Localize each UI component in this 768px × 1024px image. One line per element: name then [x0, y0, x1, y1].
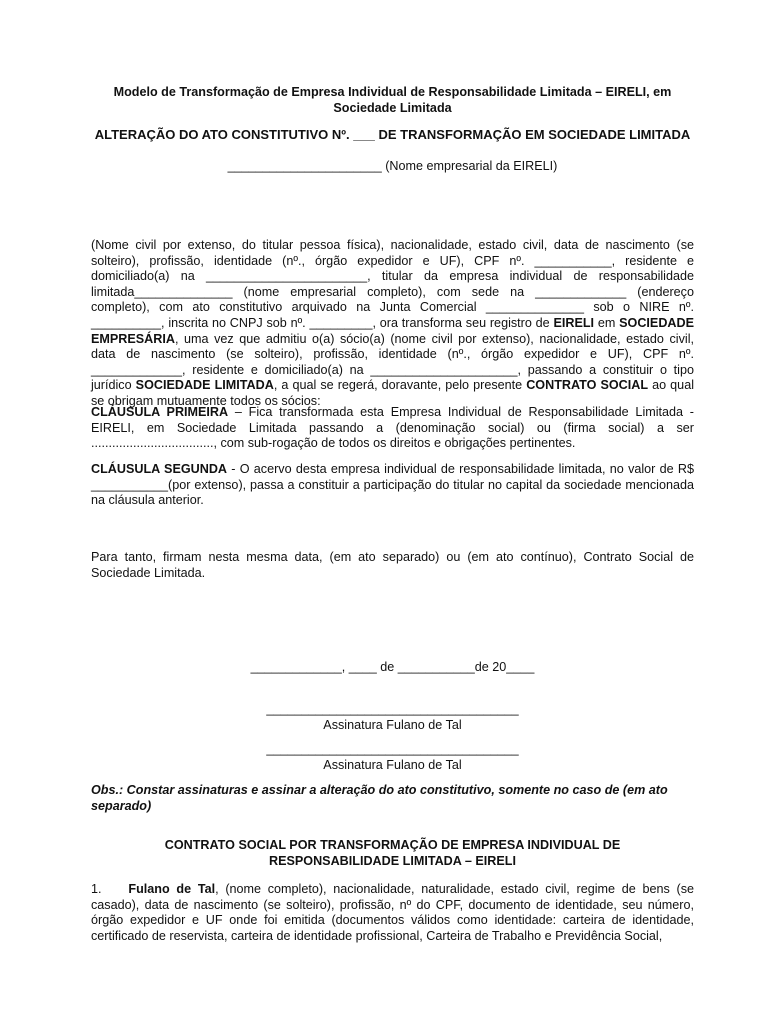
clausula-segunda: [91, 462, 694, 509]
model-title: [91, 85, 694, 116]
signature-name-1: Assinatura Fulano de Tal: [323, 717, 462, 732]
model-title-line-1: Modelo de Transformação de Empresa Individual de Responsabilidade Limitada – EIRELI, em: [113, 85, 672, 99]
preamble-text-4: , a qual se regerá, doravante, pelo presente: [273, 378, 527, 393]
signature-line-2: ____________________________________: [266, 742, 519, 756]
preamble-text-3: , uma vez que admitiu o(a) sócio(a) (nome civil por extenso), nacionalidade, estado civil, data de nascimento (se solteiro), profissão, identidade (nº., órgão expedidor e UF), CPF nº. _____________, residente e domiciliado(a) na _____________________, passando a constituir o tipo jurídico: [91, 331, 694, 393]
item-1-paragraph: [91, 882, 694, 944]
signature-block-1: [91, 702, 694, 733]
clausula-primeira: [91, 405, 694, 452]
preamble-paragraph: [91, 238, 694, 410]
signature-name-2: Assinatura Fulano de Tal: [323, 757, 462, 772]
para-tanto-paragraph: Para tanto, firmam nesta mesma data, (em ato separado) ou (em ato contínuo), Contrato Social de Sociedade Limitada.: [91, 550, 694, 580]
preamble-contrato-social: CONTRATO SOCIAL: [526, 378, 649, 393]
nome-empresarial-line: ______________________ (Nome empresarial da EIRELI): [227, 159, 558, 173]
signature-line-1: ____________________________________: [266, 702, 519, 716]
contrato-title-line-1: CONTRATO SOCIAL POR TRANSFORMAÇÃO DE EMPRESA INDIVIDUAL DE: [164, 838, 621, 852]
alteracao-title: ALTERAÇÃO DO ATO CONSTITUTIVO Nº. ___ DE TRANSFORMAÇÃO EM SOCIEDADE LIMITADA: [94, 127, 691, 142]
date-line: _____________, ____ de ___________de 20____: [250, 660, 535, 674]
item-1-name: Fulano de Tal: [128, 882, 216, 896]
item-1-number: 1.: [91, 882, 102, 896]
clausula-segunda-label: CLÁUSULA SEGUNDA: [91, 462, 228, 476]
model-title-line-2: Sociedade Limitada: [333, 100, 452, 115]
item-1-text: , (nome completo), nacionalidade, naturalidade, estado civil, regime de bens (se casado), data de nascimento (se solteiro), profissão, nº do CPF, documento de identidade, seu número, órgão expedidor e UF onde foi emitida (documentos válidos como identidade: carteira de identidade, certificado de reservista, carteira de identidade profissional, Carteira de Trabalho e Previdência Social,: [91, 882, 694, 943]
preamble-sociedade-empresaria: SOCIEDADE EMPRESÁRIA: [91, 315, 694, 346]
preamble-eireli: EIRELI: [553, 315, 595, 330]
obs-note: Obs.: Constar assinaturas e assinar a alteração do ato constitutivo, somente no caso de (em ato separado): [91, 783, 668, 813]
clausula-primeira-text: – Fica transformada esta Empresa Individual de Responsabilidade Limitada - EIRELI, em Sociedade Limitada passando a (denominação social) ou (firma social) a ser ..................................., com sub-rogação de todos os direitos e obrigações pertinentes.: [91, 405, 694, 451]
preamble-text-2: em: [594, 315, 620, 330]
preamble-text-5: ao qual se obrigam mutuamente todos os sócios:: [91, 378, 694, 408]
contrato-title-line-2: RESPONSABILIDADE LIMITADA – EIRELI: [269, 853, 516, 868]
preamble-sociedade-limitada: SOCIEDADE LIMITADA: [135, 378, 274, 393]
preamble-text-1: (Nome civil por extenso, do titular pessoa física), nacionalidade, estado civil, data de nascimento (se solteiro), profissão, identidade (nº., órgão expedidor e UF), CPF nº. ___________, residente e domiciliado(a) na _______________________, titular da empresa individual de responsabilidade limitada______________ (nome empresarial completo), com sede na _____________ (endereço completo), com ato constitutivo arquivado na Junta Comercial ______________ sob o NIRE nº. __________, inscrita no CNPJ sob nº. _________, ora transforma seu registro de: [91, 238, 694, 330]
clausula-primeira-label: CLÁUSULA PRIMEIRA: [91, 405, 229, 419]
signature-block-2: [91, 742, 694, 773]
contrato-title: [91, 838, 694, 869]
clausula-segunda-text: - O acervo desta empresa individual de responsabilidade limitada, no valor de R$ ___________(por extenso), passa a constituir a participação do titular no capital da sociedade mencionada na cláusula anterior.: [91, 462, 694, 508]
